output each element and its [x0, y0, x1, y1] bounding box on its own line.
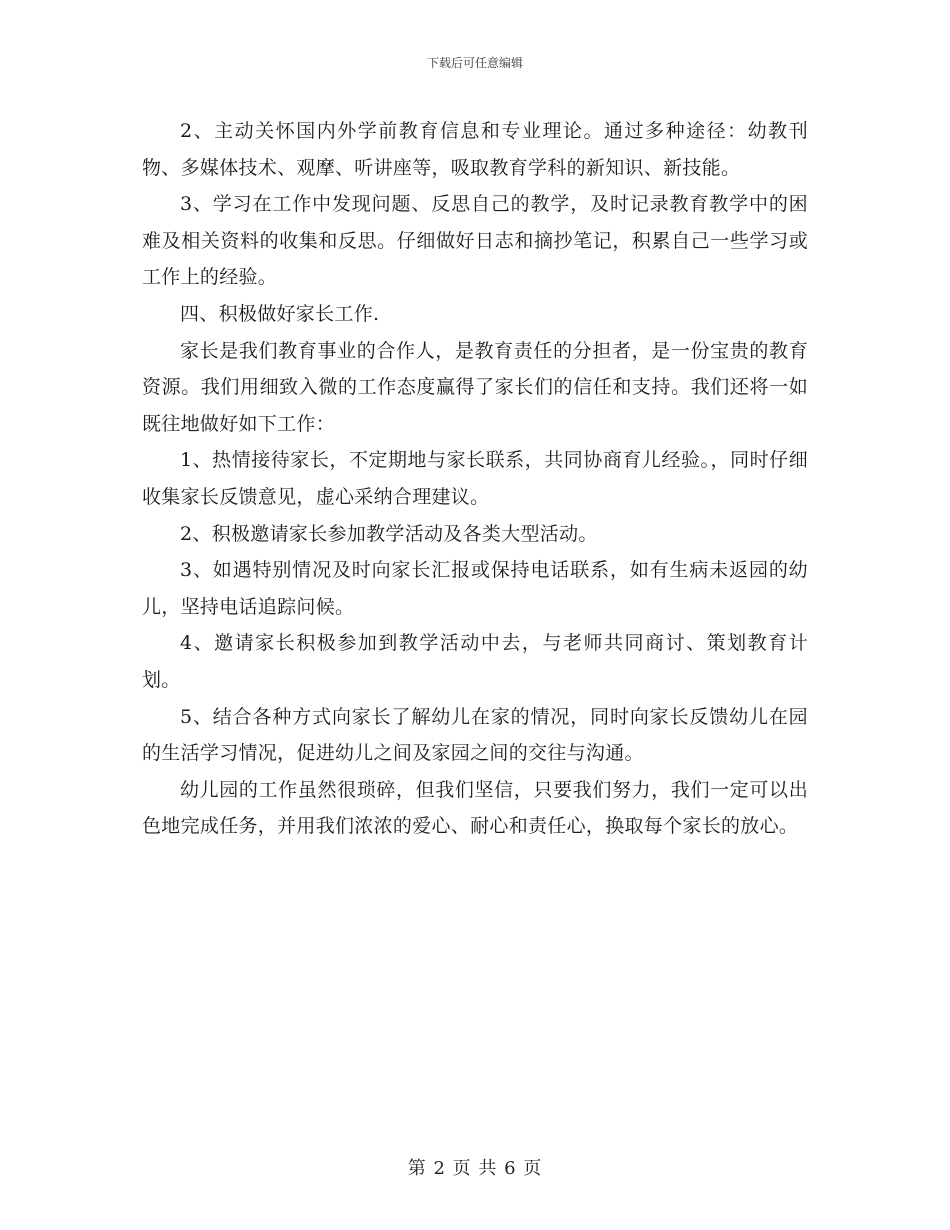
- paragraph-parents-1: 1、热情接待家长，不定期地与家长联系，共同协商育儿经验。，同时仔细收集家长反馈意见，虚心采纳合理建议。: [142, 449, 808, 508]
- paragraph-item-2: 2、主动关怀国内外学前教育信息和专业理论。通过多种途径：幼教刊物、多媒体技术、观摩、听讲座等，吸取教育学科的新知识、新技能。: [142, 120, 808, 179]
- page-header: 下载后可任意编辑: [426, 56, 523, 70]
- section-heading-4: 四、积极做好家长工作.: [180, 302, 380, 325]
- paragraph-parents-2: 2、积极邀请家长参加教学活动及各类大型活动。: [180, 522, 598, 545]
- page-number-footer: 第 2 页 共 6 页: [407, 1158, 543, 1179]
- paragraph-parents-5: 5、结合各种方式向家长了解幼儿在家的情况，同时向家长反馈幼儿在园的生活学习情况，促进幼儿之间及家园之间的交往与沟通。: [142, 705, 808, 765]
- paragraph-parents-3: 3、如遇特别情况及时向家长汇报或保持电话联系，如有生病未返园的幼儿，坚持电话追踪问候。: [142, 559, 808, 618]
- document-body: [142, 113, 808, 845]
- paragraph-conclusion: 幼儿园的工作虽然很琐碎，但我们坚信，只要我们努力，我们一定可以出色地完成任务，并用我们浓浓的爱心、耐心和责任心，换取每个家长的放心。: [142, 778, 808, 838]
- paragraph-parents-4: 4、邀请家长积极参加到教学活动中去，与老师共同商讨、策划教育计划。: [142, 632, 808, 691]
- paragraph-item-3: 3、学习在工作中发现问题、反思自己的教学，及时记录教育教学中的困难及相关资料的收集和反思。仔细做好日志和摘抄笔记，积累自己一些学习或工作上的经验。: [142, 193, 808, 289]
- paragraph-parents-intro: 家长是我们教育事业的合作人，是教育责任的分担者，是一份宝贵的教育资源。我们用细致入微的工作态度赢得了家长们的信任和支持。我们还将一如既往地做好如下工作：: [142, 339, 808, 435]
